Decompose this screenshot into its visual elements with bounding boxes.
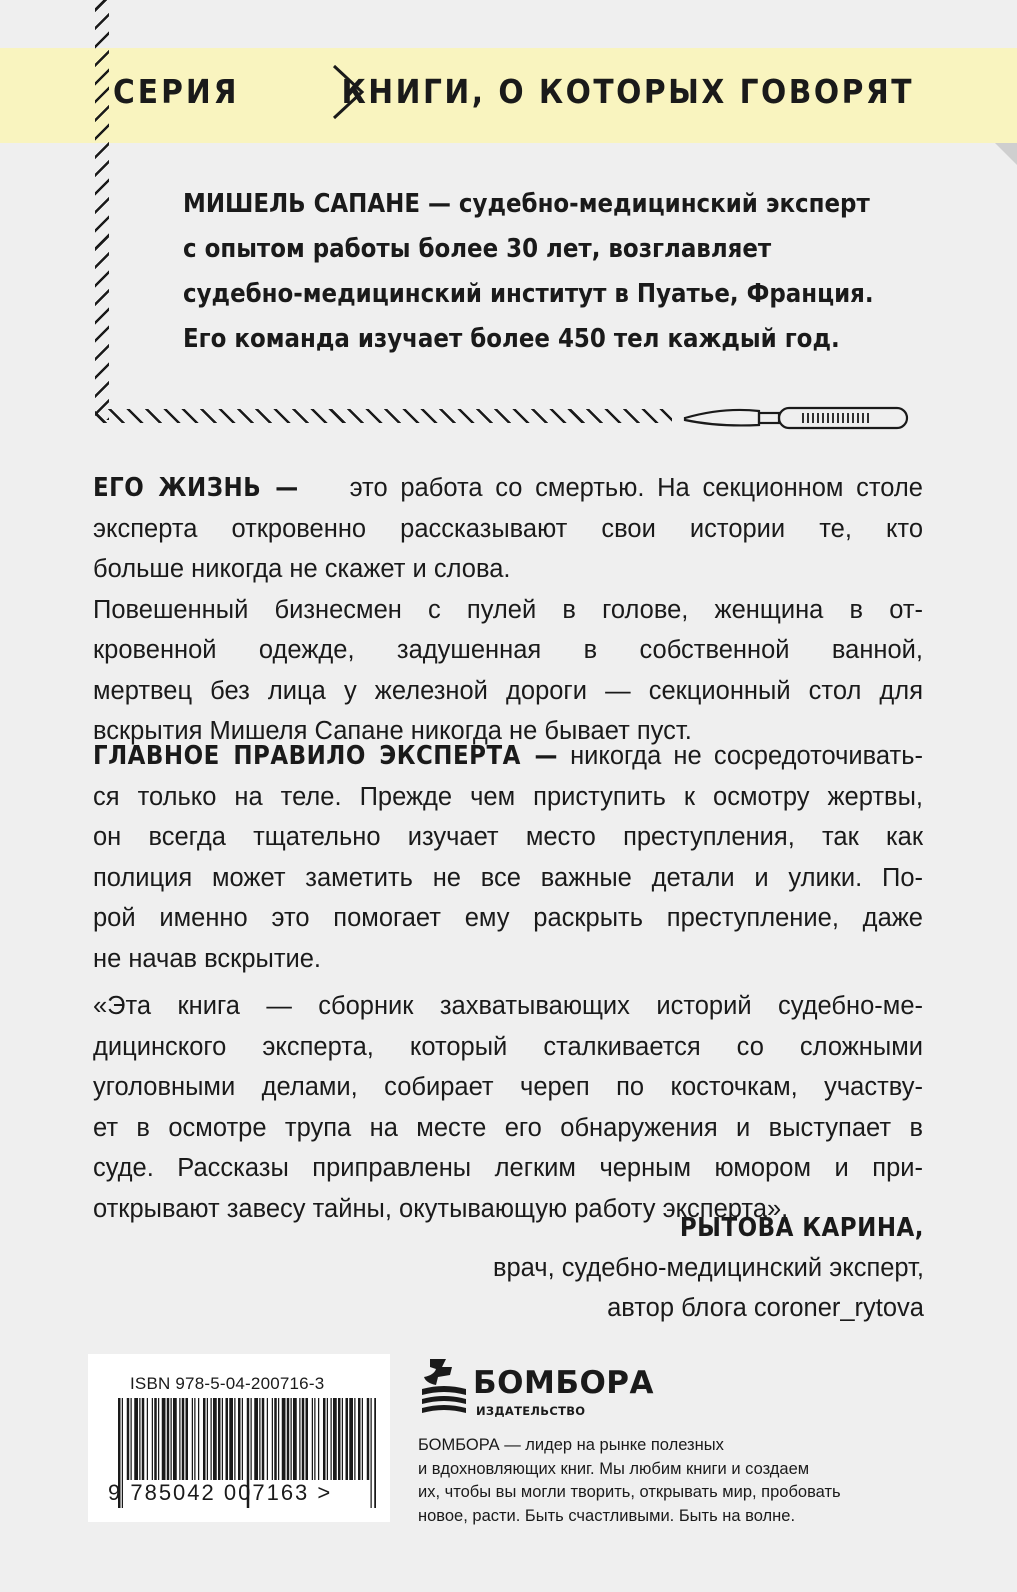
barcode-bar <box>182 1398 185 1480</box>
paragraph-line: он всегда тщательно изучает место преступления, так как <box>93 823 923 851</box>
barcode-bar <box>323 1398 326 1480</box>
barcode-bar <box>306 1398 309 1480</box>
barcode-bar <box>314 1398 315 1480</box>
barcode-bar <box>158 1398 159 1480</box>
publisher-logo-subtitle: ИЗДАТЕЛЬСТВО <box>476 1404 586 1418</box>
barcode-bar <box>186 1398 189 1480</box>
quote-line: уголовными делами, собирает череп по косточкам, участву- <box>93 1073 923 1101</box>
barcode-bar <box>213 1398 217 1480</box>
barcode-bar <box>198 1398 199 1480</box>
barcode-bar <box>254 1398 258 1480</box>
barcode-bar <box>267 1398 268 1480</box>
author-bio-line: Его команда изучает более 450 тел каждый год. <box>183 324 840 354</box>
barcode-bar <box>327 1398 328 1480</box>
barcode-bar <box>226 1398 229 1480</box>
band-fold-corner <box>995 143 1017 165</box>
paragraph-line: рой именно это помогает ему раскрыть преступление, даже <box>93 904 923 932</box>
publisher-line: и вдохновляющих книг. Мы любим книги и создаем <box>418 1459 810 1478</box>
barcode-bar <box>259 1398 260 1480</box>
series-name: КНИГИ, О КОТОРЫХ ГОВОРЯТ <box>341 72 914 111</box>
barcode-bar <box>162 1398 166 1480</box>
paragraph-line: кровенной одежде, задушенная в собственной ванной, <box>93 636 923 664</box>
barcode-bar <box>211 1398 212 1480</box>
barcode-bar <box>152 1398 153 1480</box>
quote-line: суде. Рассказы приправлены легким черным юмором и при- <box>93 1154 923 1182</box>
bombora-wave-logo-icon <box>420 1357 468 1417</box>
barcode-bar <box>251 1398 252 1480</box>
hatch-border-vertical <box>95 0 109 420</box>
publisher-line: их, чтобы вы могли творить, открывать мир, пробовать <box>418 1483 841 1501</box>
reviewer-blog: автор блога coroner_rytova <box>607 1294 924 1322</box>
isbn-text: ISBN 978-5-04-200716-3 <box>130 1374 325 1393</box>
barcode-bar <box>333 1398 337 1480</box>
publisher-line: новое, расти. Быть счастливыми. Быть на волне. <box>418 1506 796 1525</box>
main-rule-lead: ГЛАВНОЕ ПРАВИЛО ЭКСПЕРТА — <box>93 741 558 771</box>
paragraph-line: полиция может заметить не все важные детали и улики. По- <box>93 863 923 892</box>
quote-attribution <box>493 1208 924 1328</box>
quote-line: открывают завесу тайны, окутывающую работу эксперта». <box>93 1194 789 1223</box>
barcode-bar <box>318 1398 319 1480</box>
paragraph-line: Повешенный бизнесмен с пулей в голове, женщина в от- <box>93 595 923 624</box>
barcode-box <box>88 1354 390 1522</box>
review-quote <box>93 986 923 1229</box>
paragraph-line: эксперта откровенно рассказывают свои истории те, кто <box>93 514 923 543</box>
publisher-description <box>418 1434 898 1528</box>
barcode-bar <box>238 1398 241 1480</box>
barcode-bar <box>371 1398 372 1508</box>
barcode-bar <box>362 1398 363 1480</box>
series-label: СЕРИЯ <box>113 72 240 111</box>
barcode-bar <box>354 1398 355 1480</box>
reviewer-name: РЫТОВА КАРИНА, <box>679 1213 924 1243</box>
paragraph-line: больше никогда не скажет и слова. <box>93 555 511 583</box>
barcode-bar <box>349 1398 353 1480</box>
barcode-bar <box>154 1398 157 1480</box>
scalpel-icon <box>683 403 913 435</box>
quote-line: «Эта книга — сборник захватывающих историй судебно-ме- <box>93 992 923 1020</box>
barcode-bar <box>167 1398 170 1480</box>
barcode-bar <box>262 1398 265 1480</box>
barcode-bar <box>278 1398 279 1480</box>
barcode-bar <box>173 1398 177 1480</box>
paragraph-line: мертвец без лица у железной дороги — секционный стол для <box>93 676 923 705</box>
barcode-bar <box>299 1398 300 1480</box>
author-bio-line: с опытом работы более 30 лет, возглавляет <box>183 234 772 264</box>
barcode-bar <box>293 1398 297 1480</box>
barcode-bar <box>272 1398 273 1480</box>
barcode-bar <box>282 1398 286 1480</box>
quote-line: дицинского эксперта, который сталкивается со сложными <box>93 1032 923 1061</box>
barcode-bar <box>142 1398 145 1480</box>
barcode-bar <box>234 1398 235 1480</box>
barcode-bar <box>179 1398 180 1480</box>
barcode-bar <box>192 1398 193 1480</box>
barcode-digits: 9 785042 007163 > <box>108 1480 333 1505</box>
his-life-paragraph <box>93 468 923 752</box>
barcode-bar <box>331 1398 332 1480</box>
main-rule-paragraph <box>93 736 923 979</box>
barcode-bar <box>346 1398 349 1480</box>
paragraph-line: не начав вскрытие. <box>93 944 322 973</box>
barcode-bar <box>194 1398 195 1480</box>
barcode-bar <box>367 1398 370 1480</box>
paragraph-line: вскрытия Мишеля Сапане никогда не бывает пуст. <box>93 717 692 745</box>
barcode-bar <box>147 1398 148 1480</box>
barcode-bar <box>222 1398 223 1480</box>
publisher-line: БОМБОРА — лидер на рынке полезных <box>418 1436 724 1454</box>
barcode-bar <box>374 1398 376 1508</box>
barcode-bar <box>287 1398 290 1480</box>
quote-line: ет в осмотре трупа на месте его обнаружения и выступает в <box>93 1113 923 1142</box>
barcode-bar <box>338 1398 341 1480</box>
barcode-bar <box>203 1398 206 1480</box>
his-life-lead: ЕГО ЖИЗНЬ — <box>93 473 299 503</box>
barcode-bar <box>302 1398 305 1480</box>
paragraph-line: это работа со смертью. На секционном столе <box>349 474 923 502</box>
barcode-bar <box>131 1398 132 1480</box>
reviewer-role: врач, судебно-медицинский эксперт, <box>492 1254 924 1282</box>
barcode-bar <box>291 1398 292 1480</box>
barcode-bar <box>218 1398 221 1480</box>
barcode-bar <box>134 1398 138 1480</box>
author-bio-line: судебно-медицинский институт в Пуатье, Франция. <box>183 279 874 309</box>
barcode-bar <box>274 1398 277 1480</box>
barcode-bar <box>207 1398 208 1480</box>
hatch-border-horizontal <box>95 409 672 423</box>
barcode-bar <box>358 1398 361 1480</box>
barcode-bar <box>229 1398 233 1480</box>
barcode-bar <box>342 1398 343 1480</box>
barcode-bar <box>242 1398 243 1480</box>
barcode-bar <box>171 1398 172 1480</box>
paragraph-line: никогда не сосредоточивать- <box>570 742 923 770</box>
barcode-bar <box>127 1398 130 1480</box>
author-bio-line: МИШЕЛЬ САПАНЕ — судебно-медицинский эксперт <box>183 189 870 219</box>
publisher-logo-name: БОМБОРА <box>473 1365 655 1401</box>
paragraph-line: ся только на теле. Прежде чем приступить к осмотру жертвы, <box>93 782 923 811</box>
barcode-bar <box>139 1398 140 1480</box>
author-bio <box>183 182 903 362</box>
barcode-bar <box>312 1398 313 1480</box>
